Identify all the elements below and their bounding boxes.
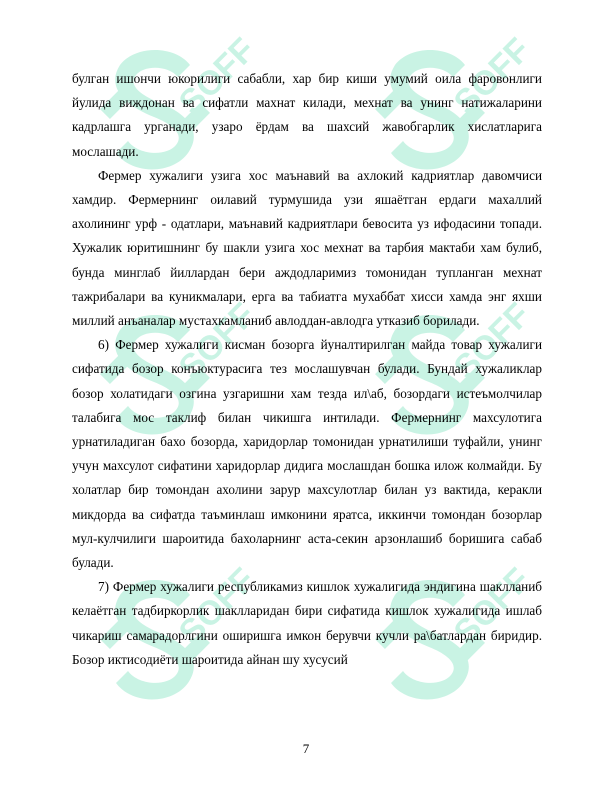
paragraph: Фермер хужалиги узига хос маънавий ва ахлокий кадриятлар давомчиси хамдир. Фермернинг оилавий турмушида узи яшаётган ердаги махаллий ахолининг урф - одатлари, маънавий кадриятлари бевосита уз ифодасини топади. Хужалик юритишнинг бу шакли узига хос мехнат ва тарбия мактаби хам булиб, бунда минглаб йиллардан бери аждодларимиз томонидан тупланган мехнат тажрибалари ва куникмалари, ерга ва табиатга мухаббат хисси хамда энг яхши миллий анъаналар мустахкамланиб авлоддан-авлодга утказиб борилади. [72, 167, 542, 329]
watermark-text: SOFF [446, 295, 538, 387]
watermark-text: SOFF [171, 560, 263, 652]
watermark-text: SOFF [171, 295, 263, 387]
paragraph-continuation: булган ишончи юкорилиги сабабли, хар бир киши умумий оила фаровонлиги йулида виждонан ва сифатли махнат килади, мехнат ва унинг натижаларини кадрлашга урганади, узаро ёрдам ва шахсий жавобгарлик хислатларига мослашади. [72, 71, 542, 159]
watermark-text: SOFF [446, 30, 538, 122]
page-number: 7 [302, 741, 310, 756]
watermark-text: SOFF [446, 560, 538, 652]
paragraph-item-7: 7) Фермер хужалиги республикамиз кишлок хужалигида эндигина шаклланиб келаётган тадбиркорлик шаклларидан бири сифатида кишлок хужалигида ишлаб чикариш самарадорлгини оширишга имкон берувчи кучли ра\батлардан биридир. Бозор иктисодиёти шароитида айнан шу хусусий [72, 579, 542, 667]
body-text [72, 67, 542, 672]
paragraph-item-6: 6) Фермер хужалиги кисман бозорга йуналтирилган майда товар хужалиги сифатида бозор конъюктурасига тез мослашувчан булади. Бундай хужаликлар бозор холатидаги озгина узгаришни хам тезда ил\аб, бозордаги истеъмолчилар талабига мос таклиф билан чикишга интилади. Фермернинг махсулотига урнатиладиган бахо бозорда, харидорлар томонидан урнатилиши туфайли, унинг учун махсулот сифатини харидорлар дидига мослашдан бошка илож колмайди. Бу холатлар бир томондан ахолини зарур махсулотлар билан уз вактида, керакли микдорда ва сифатда таъминлаш имконини яратса, иккинчи томондан бозорлар мул-кулчилиги шароитида бахоларнинг аста-секин арзонлашиб боришига сабаб булади. [72, 337, 542, 571]
watermark-text: SOFF [171, 30, 263, 122]
